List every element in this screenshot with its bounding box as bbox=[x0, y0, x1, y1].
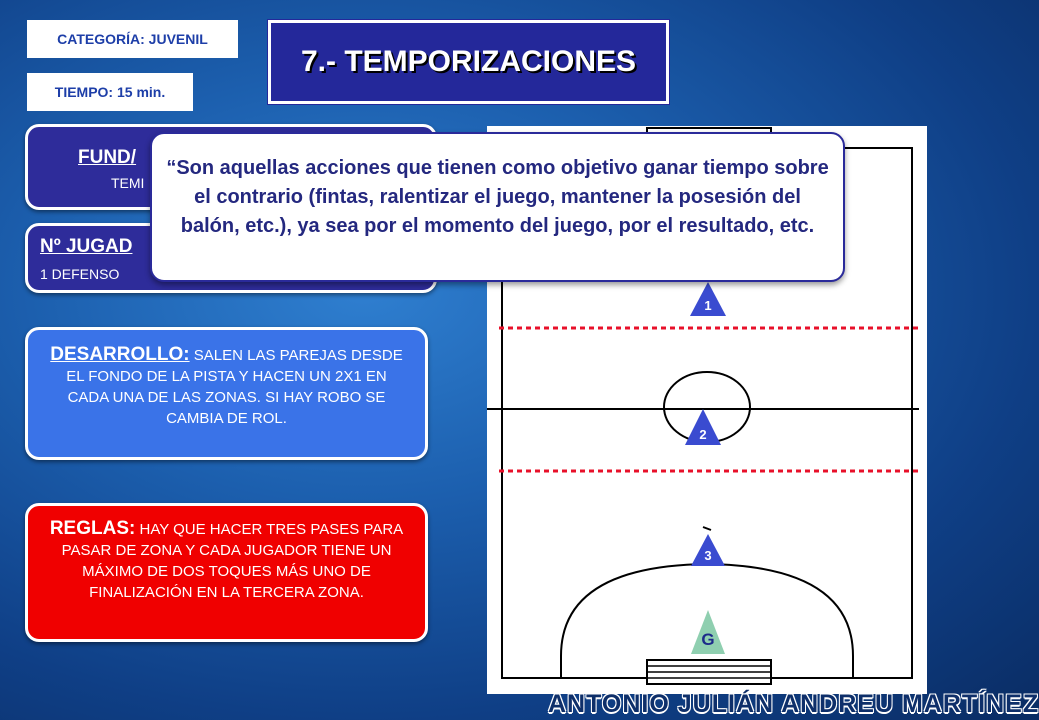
category-label bbox=[27, 20, 238, 58]
time-label bbox=[27, 73, 193, 111]
author-text: ANTONIO JULIÁN ANDREU MARTÍNEZ bbox=[548, 690, 1039, 718]
author-credit bbox=[548, 690, 1039, 720]
definition-callout bbox=[150, 132, 845, 282]
slide-title bbox=[268, 20, 669, 104]
category-text: CATEGORÍA: JUVENIL bbox=[57, 31, 208, 47]
fundamento-text: TEMI bbox=[111, 175, 145, 191]
desarrollo-heading: DESARROLLO: bbox=[50, 344, 190, 365]
time-text: TIEMPO: 15 min. bbox=[54, 84, 166, 100]
slide-title-text: 7.- TEMPORIZACIONES bbox=[300, 45, 637, 78]
desarrollo-panel bbox=[25, 327, 428, 460]
definition-text: “Son aquellas acciones que tienen como objetivo ganar tiempo sobre el contrario (fintas, ralentizar el juego, mantener la posesión del balón, etc.), ya sea por el momento del juego, por el resultado, etc. bbox=[166, 157, 829, 237]
goalkeeper-label: G bbox=[701, 630, 715, 649]
jugadores-heading: Nº JUGAD bbox=[40, 236, 133, 257]
desarrollo-text: SALEN LAS PAREJAS DESDE EL FONDO DE LA PISTA Y HACEN UN 2X1 EN CADA UNA DE LAS ZONAS. SI HAY ROBO SE CAMBIA DE ROL. bbox=[66, 347, 403, 427]
player-3-tick bbox=[703, 527, 711, 530]
reglas-text: HAY QUE HACER TRES PASES PARA PASAR DE ZONA Y CADA JUGADOR TIENE UN MÁXIMO DE DOS TOQUES MÁS UNO DE FINALIZACIÓN EN LA TERCERA ZONA. bbox=[61, 521, 404, 601]
player-3-label: 3 bbox=[704, 548, 712, 563]
jugadores-text: 1 DEFENSO bbox=[40, 266, 120, 282]
player-2-label: 2 bbox=[699, 427, 707, 442]
reglas-heading: REGLAS: bbox=[49, 518, 136, 539]
bottom-goal-net bbox=[647, 660, 771, 684]
reglas-panel bbox=[25, 503, 428, 642]
fundamento-heading: FUND/ bbox=[78, 147, 137, 168]
player-1-label: 1 bbox=[704, 298, 712, 313]
